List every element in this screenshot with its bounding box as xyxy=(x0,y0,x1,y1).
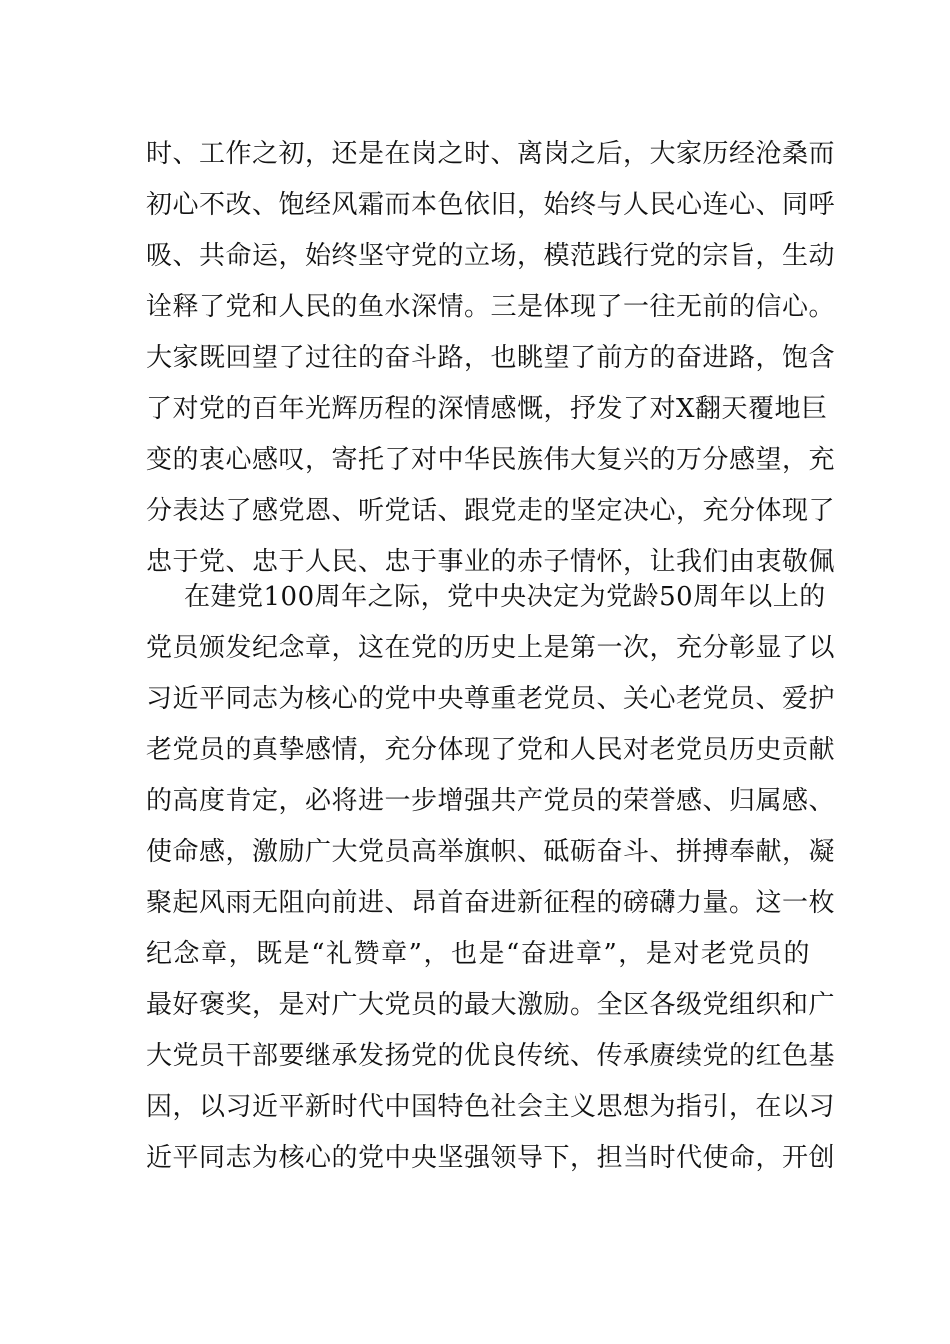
paragraph-2 xyxy=(146,572,836,1184)
text-line: 在建党100周年之际，党中央决定为党龄50周年以上的 xyxy=(184,582,826,612)
text-line: 近平同志为核心的党中央坚强领导下，担当时代使命，开创 xyxy=(146,1143,836,1173)
text-line: 了对党的百年光辉历程的深情感慨，抒发了对X翻天覆地巨 xyxy=(146,394,828,424)
text-line: 使命感，激励广大党员高举旗帜、砥砺奋斗、拼搏奉献，凝 xyxy=(146,837,836,867)
text-line: 最好褒奖，是对广大党员的最大激励。全区各级党组织和广 xyxy=(146,990,836,1020)
paragraph-1 xyxy=(146,129,836,588)
text-line: 时、工作之初，还是在岗之时、离岗之后，大家历经沧桑而 xyxy=(146,139,836,169)
text-line: 因，以习近平新时代中国特色社会主义思想为指引，在以习 xyxy=(146,1092,836,1122)
text-line: 忠于党、忠于人民、忠于事业的赤子情怀，让我们由衷敬佩 xyxy=(146,547,836,577)
text-line: 诠释了党和人民的鱼水深情。三是体现了一往无前的信心。 xyxy=(146,292,836,322)
text-line: 大家既回望了过往的奋斗路，也眺望了前方的奋进路，饱含 xyxy=(146,343,836,373)
text-line: 纪念章，既是“礼赞章”，也是“奋进章”，是对老党员的 xyxy=(146,939,810,969)
text-line: 大党员干部要继承发扬党的优良传统、传承赓续党的红色基 xyxy=(146,1041,836,1071)
text-line: 分表达了感党恩、听党话、跟党走的坚定决心，充分体现了 xyxy=(146,496,836,526)
text-line: 党员颁发纪念章，这在党的历史上是第一次，充分彰显了以 xyxy=(146,633,836,663)
text-line: 聚起风雨无阻向前进、昂首奋进新征程的磅礴力量。这一枚 xyxy=(146,888,836,918)
text-line: 吸、共命运，始终坚守党的立场，模范践行党的宗旨，生动 xyxy=(146,241,836,271)
text-line: 变的衷心感叹，寄托了对中华民族伟大复兴的万分感望，充 xyxy=(146,445,836,475)
text-line: 老党员的真挚感情，充分体现了党和人民对老党员历史贡献 xyxy=(146,735,836,765)
text-line: 初心不改、饱经风霜而本色依旧，始终与人民心连心、同呼 xyxy=(146,190,836,220)
text-line: 习近平同志为核心的党中央尊重老党员、关心老党员、爱护 xyxy=(146,684,836,714)
text-line: 的高度肯定，必将进一步增强共产党员的荣誉感、归属感、 xyxy=(146,786,836,816)
